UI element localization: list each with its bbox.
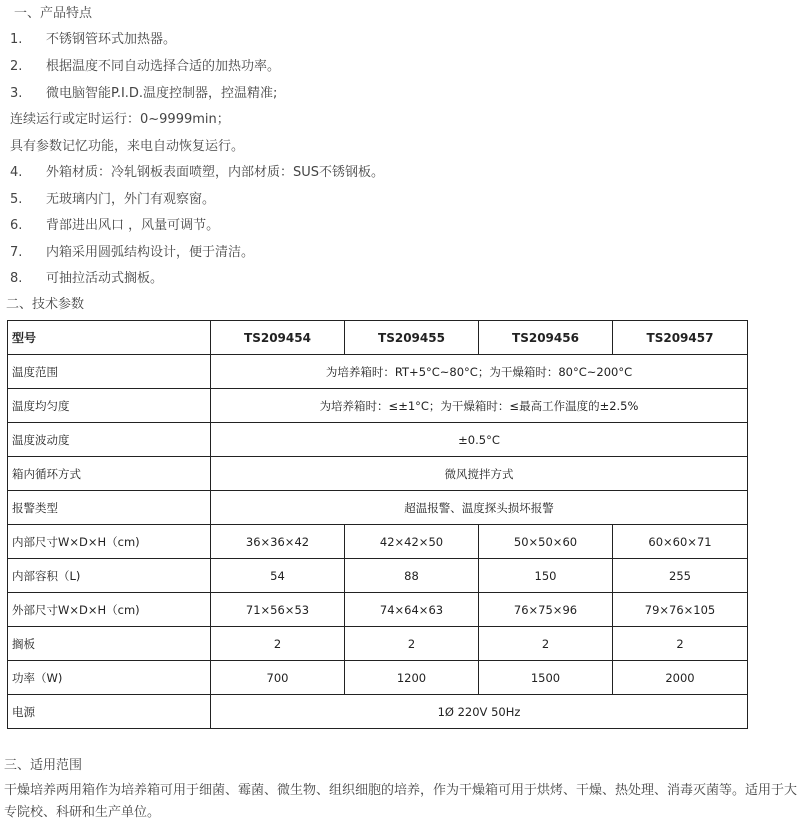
table-row-outer-size [8,593,748,627]
feature-text: 根据温度不同自动选择合适的加热功率。 [46,59,281,74]
feature-text: 内箱采用圆弧结构设计，便于清洁。 [46,245,255,260]
row-value: 2 [613,627,748,661]
feature-number: 3. [10,86,23,101]
row-value: 2 [479,627,613,661]
row-label: 温度均匀度 [8,389,211,423]
table-row-inner-size [8,525,748,559]
row-label: 电源 [8,695,211,729]
row-label: 内部容积（L) [8,559,211,593]
feature-text: 微电脑智能P.I.D.温度控制器，控温精准; [46,86,278,101]
row-value: 2 [345,627,479,661]
row-label: 温度范围 [8,355,211,389]
row-label: 内部尺寸W×D×H（cm) [8,525,211,559]
feature-text: 外箱材质：冷轧钢板表面喷塑，内部材质：SUS不锈钢板。 [46,165,385,180]
table-row-shelves [8,627,748,661]
row-value: 为培养箱时：≤±1°C；为干燥箱时：≤最高工作温度的±2.5% [211,389,748,423]
feature-number: 8. [10,271,23,286]
feature-continuation [10,107,230,133]
section1-title: 一、产品特点 [14,6,93,21]
row-value: 2 [211,627,345,661]
row-label: 箱内循环方式 [8,457,211,491]
feature-continuation [10,134,244,160]
section3-title: 三、适用范围 [4,758,83,773]
row-label: 外部尺寸W×D×H（cm) [8,593,211,627]
row-value: 超温报警、温度探头损坏报警 [211,491,748,525]
feature-number: 5. [10,192,23,207]
row-value: 71×56×53 [211,593,345,627]
feature-item-5 [10,187,215,213]
feature-number: 7. [10,245,23,260]
row-value: 微风搅拌方式 [211,457,748,491]
feature-number: 6. [10,218,23,233]
row-value: 36×36×42 [211,525,345,559]
row-value: 60×60×71 [613,525,748,559]
feature-item-4 [10,160,384,186]
row-label: 型号 [8,321,211,355]
table-row-temp-uniformity [8,389,748,423]
feature-text: 背部进出风口 ，风量可调节。 [46,218,220,233]
feature-item-7 [10,240,254,266]
section2-title: 二、技术参数 [6,297,85,312]
row-value: 50×50×60 [479,525,613,559]
row-value: 150 [479,559,613,593]
row-value: 1500 [479,661,613,695]
model-cell: TS209456 [479,321,613,355]
row-value: 54 [211,559,345,593]
table-row-temp-fluctuation [8,423,748,457]
row-value: 为培养箱时：RT+5°C~80°C；为干燥箱时：80°C~200°C [211,355,748,389]
spec-table [7,320,748,729]
feature-text: 可抽拉活动式搁板。 [46,271,164,286]
row-value: 2000 [613,661,748,695]
row-value: 76×75×96 [479,593,613,627]
table-row-alarm [8,491,748,525]
table-row-supply [8,695,748,729]
row-value: 74×64×63 [345,593,479,627]
table-row-power [8,661,748,695]
row-label: 温度波动度 [8,423,211,457]
table-row-temp-range [8,355,748,389]
model-cell: TS209455 [345,321,479,355]
feature-item-3 [10,81,277,107]
feature-item-1 [10,27,176,53]
row-value: 1Ø 220V 50Hz [211,695,748,729]
section3-paragraph: 干燥培养两用箱作为培养箱可用于细菌、霉菌、微生物、组织细胞的培养，作为干燥箱可用于烘烤、干燥、热处理、消毒灭菌等。适用于大专院校、科研和生产单位。 [4,783,798,820]
table-row-model [8,321,748,355]
row-value: ±0.5°C [211,423,748,457]
row-value: 88 [345,559,479,593]
model-cell: TS209457 [613,321,748,355]
feature-number: 2. [10,59,23,74]
row-value: 79×76×105 [613,593,748,627]
row-value: 1200 [345,661,479,695]
feature-item-6 [10,213,219,239]
model-cell: TS209454 [211,321,345,355]
feature-text: 无玻璃内门，外门有观察窗。 [46,192,216,207]
feature-number: 1. [10,32,23,47]
feature-text: 不锈钢管环式加热器。 [46,32,177,47]
feature-item-8 [10,266,163,292]
feature-text: 连续运行或定时运行：0~9999min； [10,112,230,127]
row-label: 搁板 [8,627,211,661]
table-row-volume [8,559,748,593]
feature-item-2 [10,54,280,80]
row-value: 700 [211,661,345,695]
table-row-circulation [8,457,748,491]
row-label: 报警类型 [8,491,211,525]
row-label: 功率（W) [8,661,211,695]
feature-text: 具有参数记忆功能，来电自动恢复运行。 [10,139,245,154]
row-value: 42×42×50 [345,525,479,559]
row-value: 255 [613,559,748,593]
feature-number: 4. [10,165,23,180]
